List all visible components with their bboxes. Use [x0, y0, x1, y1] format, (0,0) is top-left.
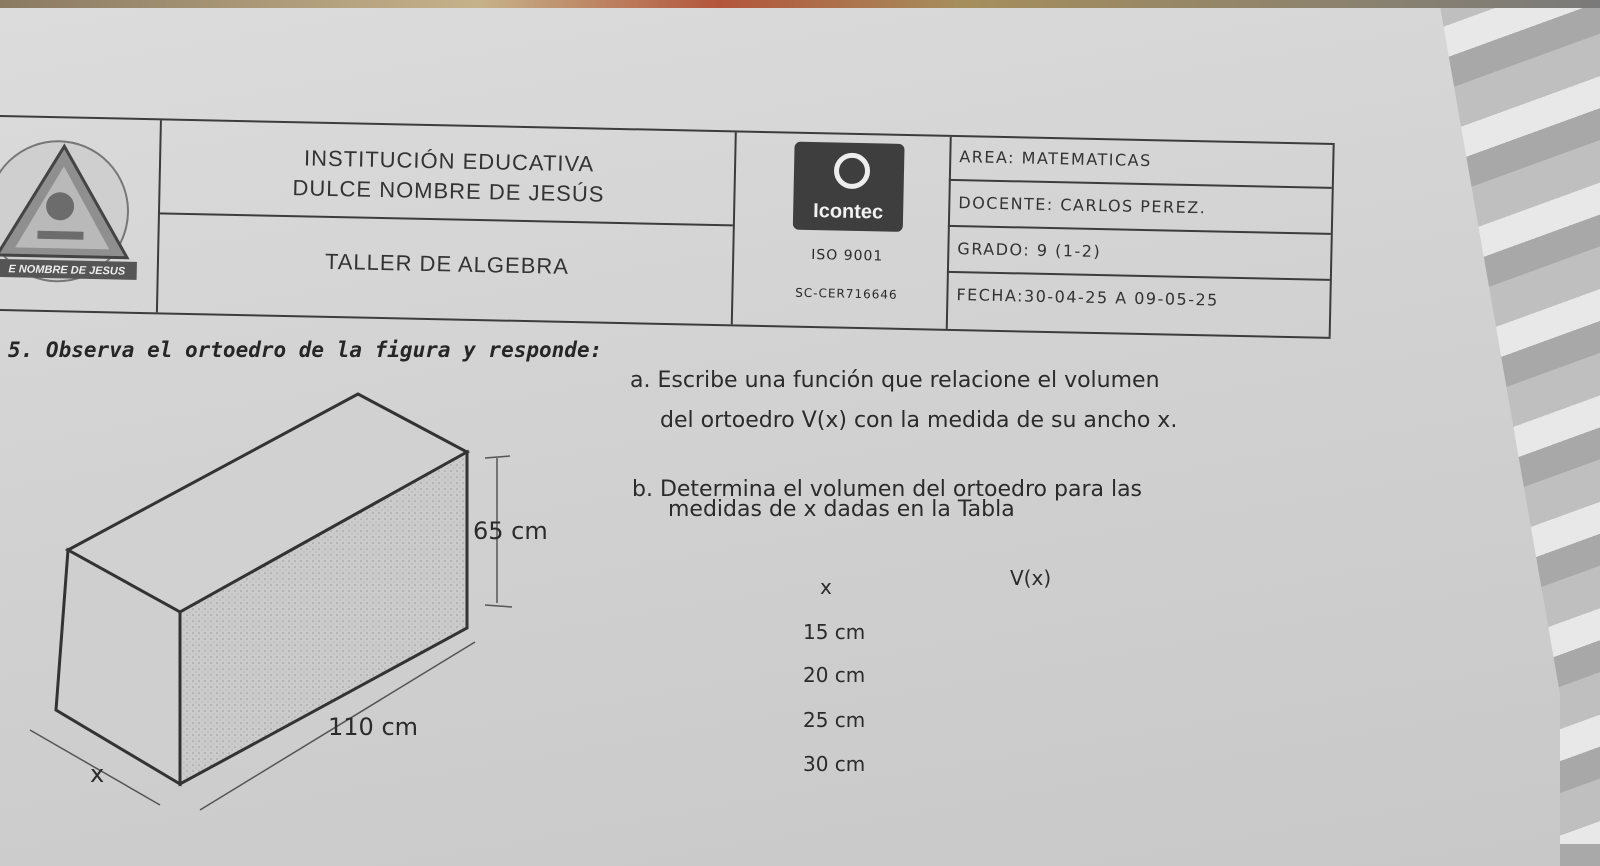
- header-divider: [947, 271, 1330, 281]
- table-row: 25 cm: [803, 708, 866, 732]
- worksheet-header: [0, 115, 1335, 339]
- institution-name: [168, 141, 729, 213]
- height-dimension-bottom: [485, 605, 512, 607]
- logo-text: E NOMBRE DE JESUS: [8, 263, 126, 278]
- certificate-code: SC-CER716646: [795, 285, 898, 302]
- grade-label: GRADO: 9 (1-2): [957, 239, 1102, 262]
- item-b-line-1: b. Determina el volumen del ortoedro para las: [632, 477, 1143, 502]
- question-title: 5. Observa el ortoedro de la figura y responde:: [8, 338, 603, 362]
- height-dimension-top: [485, 456, 510, 458]
- header-divider: [156, 120, 162, 312]
- school-logo: [0, 135, 150, 288]
- date-label: FECHA:30-04-25 A 09-05-25: [956, 285, 1220, 310]
- table-row: 15 cm: [803, 620, 866, 644]
- header-divider: [948, 225, 1331, 235]
- header-divider: [158, 212, 733, 226]
- item-b-line-2: medidas de x dadas en la Tabla: [668, 497, 1015, 522]
- table-row: 30 cm: [803, 752, 866, 776]
- icontec-icon: [834, 152, 871, 189]
- icontec-logo: [793, 142, 905, 232]
- header-divider: [731, 132, 737, 324]
- table-header-x: x: [820, 575, 832, 599]
- length-label: 110 cm: [328, 713, 419, 741]
- item-a-line-1: a. Escribe una función que relacione el volumen: [630, 368, 1160, 393]
- workshop-title: TALLER DE ALGEBRA: [324, 248, 570, 279]
- header-divider: [946, 137, 952, 329]
- table-row: 20 cm: [803, 663, 866, 687]
- item-a-line-2: del ortoedro V(x) con la medida de su ancho x.: [660, 408, 1178, 433]
- height-label: 65 cm: [473, 517, 548, 545]
- background-strip: [0, 0, 1600, 8]
- icontec-name: Icontec: [812, 200, 884, 224]
- iso-label: ISO 9001: [811, 247, 884, 265]
- teacher-label: DOCENTE: CARLOS PEREZ.: [958, 193, 1207, 218]
- table-header-v: V(x): [1010, 566, 1052, 590]
- institution-line-2: DULCE NOMBRE DE JESÚS: [292, 175, 605, 207]
- area-label: AREA: MATEMATICAS: [959, 147, 1152, 171]
- header-divider: [949, 179, 1332, 189]
- width-label: x: [90, 760, 105, 788]
- institution-line-1: INSTITUCIÓN EDUCATIVA: [303, 145, 595, 177]
